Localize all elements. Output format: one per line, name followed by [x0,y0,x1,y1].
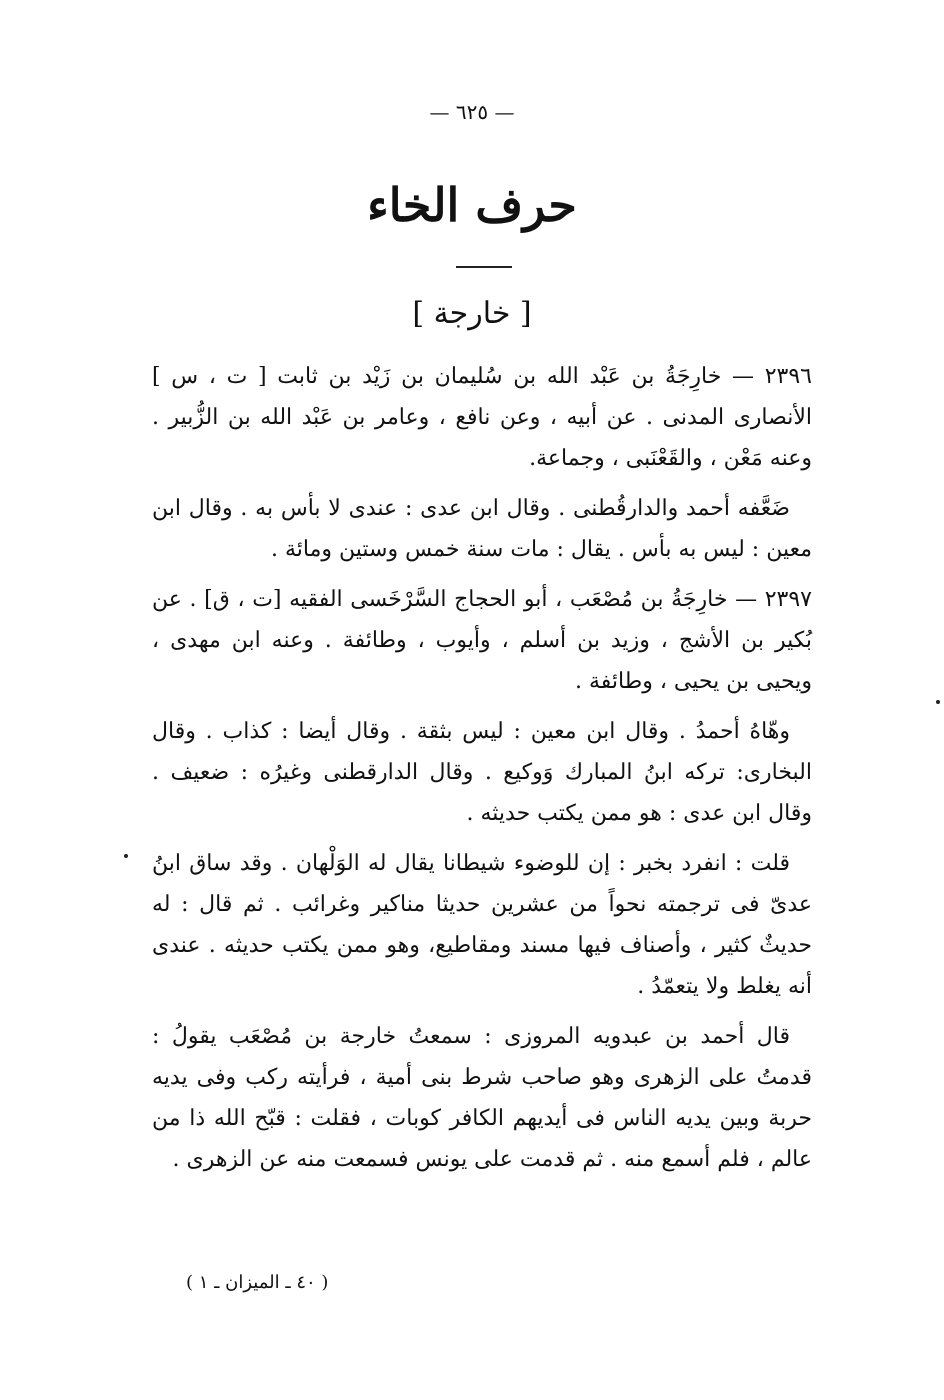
chapter-title: حرف الخاء [367,178,577,232]
scan-speck [124,854,128,858]
signature-footer: ( ٤٠ ـ الميزان ـ ١ ) [186,1272,329,1293]
entry-2397-commentary: وهّاهُ أحمدُ . وقال ابن معين : ليس بثقة . وقال أيضا : كذاب . وقال البخارى: تركه ابنُ المبارك وَوكيع . وقال الدارقطنى وغيرُه : ضعيف . وقال ابن عدى : هو ممن يكتب حديثه . [152,719,812,826]
entry-2397-narration: قال أحمد بن عبدويه المروزى : سمعتُ خارجة بن مُصْعَب يقولُ : قدمتُ على الزهرى وهو صاحب شرط بنى أمية ، فرأيته ركب وفى يديه حربة وبين يديه الناس فى أيديهم الكافر كوبات ، فقلت : قبّح الله ذا من عالم ، فلم أسمع منه . ثم قدمت على يونس فسمعت منه عن الزهرى . [152,1024,812,1172]
scan-speck [936,700,940,704]
entry-2396-commentary: ضَعَّفه أحمد والدارقُطنى . وقال ابن عدى : عندى لا بأس به . وقال ابن معين : ليس به بأس . يقال : مات سنة خمس وستين ومائة . [152,496,812,562]
title-divider [456,266,512,268]
entry-2396: ٢٣٩٦ — خارِجَةُ بن عَبْد الله بن سُليمان بن زَيْد بن ثابت [ ت ، س ] الأنصارى المدنى . عن أبيه ، وعن نافع ، وعامر بن عَبْد الله بن الزُّبير . وعنه مَعْن ، والقَعْنَبى ، وجماعة. [152,364,812,471]
body-text [152,356,812,1189]
entry-2397: ٢٣٩٧ — خارِجَةُ بن مُصْعَب ، أبو الحجاج السَّرْخَسى الفقيه [ت ، ق] . عن بُكير بن الأشج ، وزيد بن أسلم ، وأيوب ، وطائفة . وعنه ابن مهدى ، ويحيى بن يحيى ، وطائفة . [152,587,812,694]
page-number: — ٦٢٥ — [429,100,515,124]
entry-2397-note: قلت : انفرد بخبر : إن للوضوء شيطانا يقال له الوَلْهان . وقد ساق ابنُ عدىّ فى ترجمته نحواً من عشرين حديثا مناكير وغرائب . ثم قال : له حديثٌ كثير ، وأصناف فيها مسند ومقاطيع، وهو ممن يكتب حديثه . عندى أنه يغلط ولا يتعمّدُ . [152,851,812,999]
section-heading: [ خارجة ] [412,296,532,331]
